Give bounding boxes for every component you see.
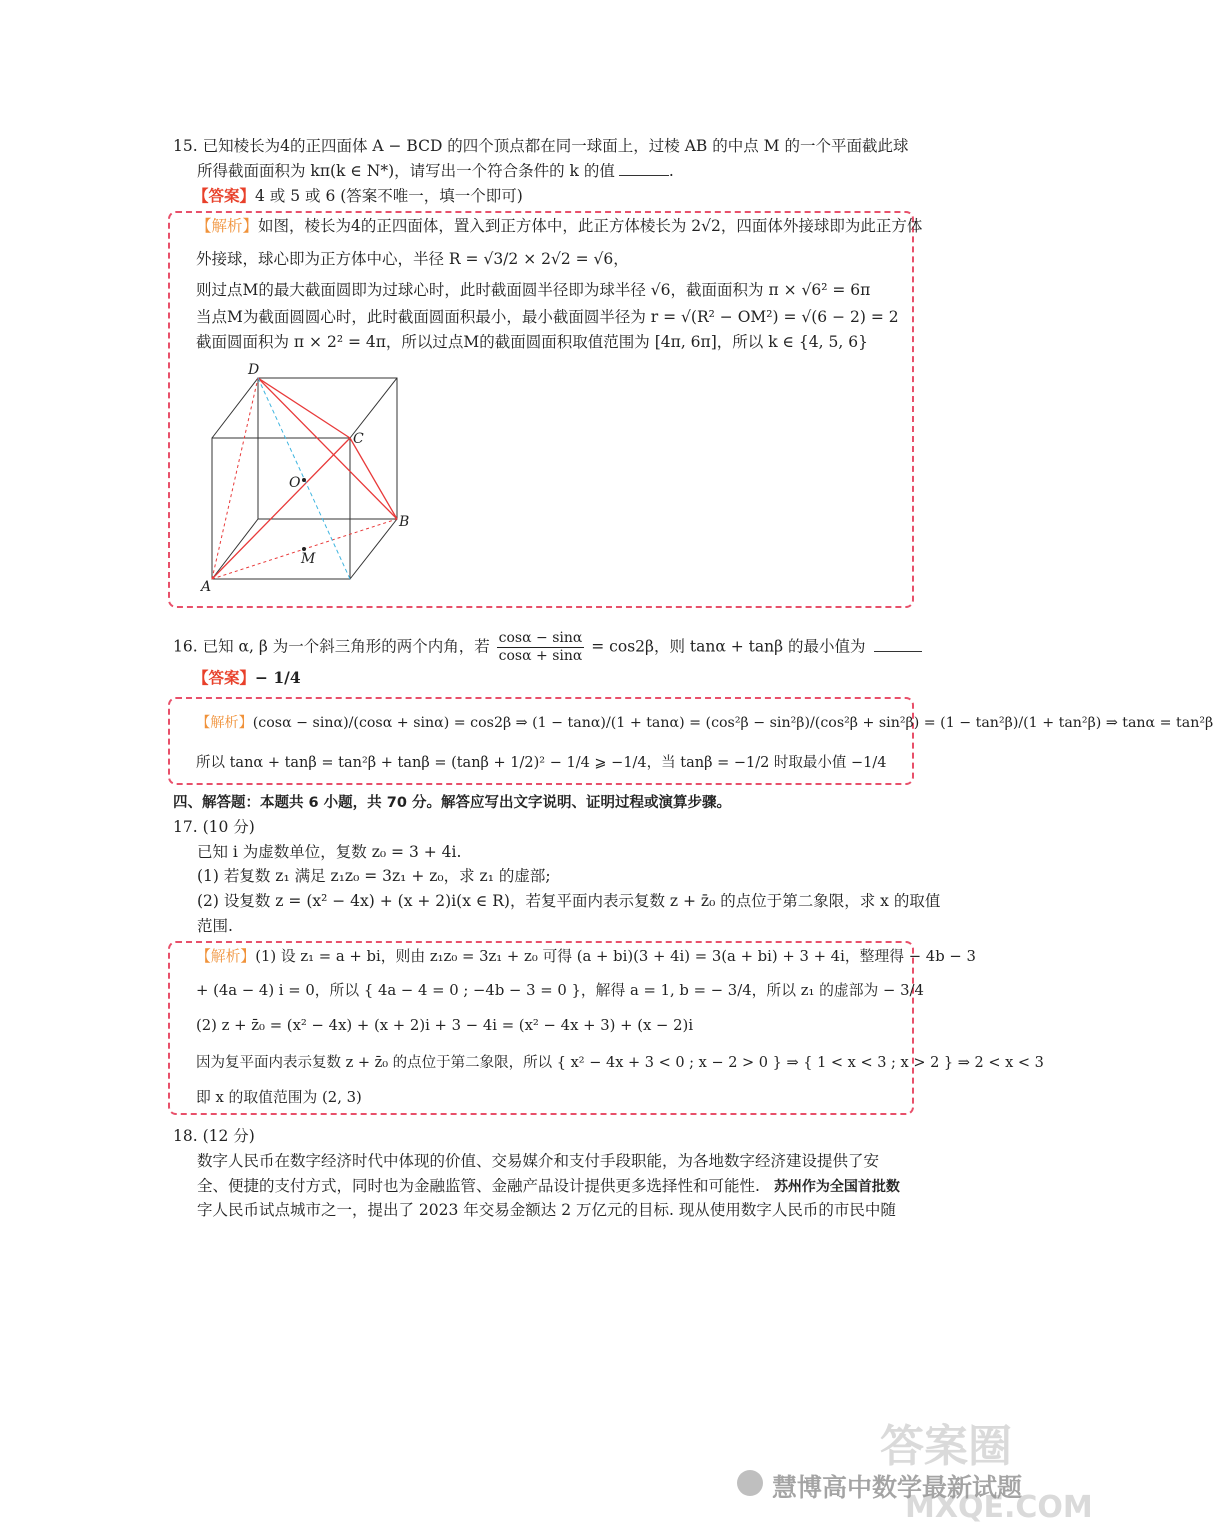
answer-blank [619,161,669,176]
logo-watermark: 答案圈 [880,1421,1012,1472]
q16-fraction [497,630,585,665]
q18-line2-text: 全、便捷的支付方式，同时也为金融监管、金融产品设计提供更多选择性和可能性. [197,1177,760,1195]
section-title: 四、解答题：本题共 6 小题，共 70 分。解答应写出文字说明、证明过程或演算步骤。 [173,795,731,811]
analysis-text: 如图，棱长为4的正四面体，置入到正方体中，此正方体棱长为 2√2，四面体外接球即为此正方体 [258,217,923,235]
wechat-watermark: 慧博高中数学最新试题 [772,1473,1023,1502]
q15-analysis-line4: 当点M为截面圆圆心时，此时截面圆面积最小，最小截面圆半径为 r = √(R² − OM²) = √(6 − 2) = 2 [196,308,899,326]
q17-analysis-line1 [196,946,976,968]
label-B: B [399,514,410,530]
q17-line4: 范围. [197,917,233,935]
analysis-text: (cosα − sinα)/(cosα + sinα) = cos2β ⇒ (1 − tanα)/(1 + tanα) = (cos²β − sin²β)/(cos²β + sin²β) = (1 − tan²β)/(1 + tan²β) ⇒ tanα = tan²β [252,715,1213,731]
q15-line2-text: 所得截面面积为 kπ(k ∈ N*)，请写出一个符合条件的 k 的值 [197,162,615,180]
q18-overlay-text: 苏州作为全国首批数 [773,1179,900,1195]
wechat-icon [737,1470,763,1496]
label-M: M [301,551,316,567]
cube-tetrahedron-figure [195,360,425,600]
answer-text: 4 或 5 或 6 (答案不唯一，填一个即可) [255,187,523,205]
q17-analysis-line4: 因为复平面内表示复数 z + z̄₀ 的点位于第二象限，所以 { x² − 4x + 3 < 0 ; x − 2 > 0 } ⇒ { 1 < x < 3 ; x > 2 } ⇒ 2 < x < 3 [196,1055,1044,1071]
label-A: A [201,579,212,595]
answer-tag: 【答案】 [193,668,256,687]
fraction-denominator: cosα + sinα [498,648,583,664]
q15-line2 [197,160,674,182]
fraction-numerator: cosα − sinα [498,630,583,646]
q16-answer [193,667,301,689]
q16-analysis-line2: 所以 tanα + tanβ = tan²β + tanβ = (tanβ + 1/2)² − 1/4 ⩾ −1/4，当 tanβ = −1/2 时取最小值 −1/4 [196,755,887,771]
q17-line1: 已知 i 为虚数单位，复数 z₀ = 3 + 4i. [197,843,462,861]
q17-analysis-line5: 即 x 的取值范围为 (2, 3) [196,1089,362,1106]
q16-line1-a: 16. 已知 α, β 为一个斜三角形的两个内角，若 [173,637,490,656]
q17-analysis-line3: (2) z + z̄₀ = (x² − 4x) + (x + 2)i + 3 − 4i = (x² − 4x + 3) + (x − 2)i [196,1017,694,1034]
q17-analysis-line2: + (4a − 4) i = 0，所以 { 4a − 4 = 0 ; −4b − 3 = 0 }，解得 a = 1, b = − 3/4，所以 z₁ 的虚部为 − 3/4 [196,982,924,999]
q17-line2: (1) 若复数 z₁ 满足 z₁z₀ = 3z₁ + z₀，求 z₁ 的虚部; [197,867,551,885]
q17-line3: (2) 设复数 z = (x² − 4x) + (x + 2)i(x ∈ R)，若复平面内表示复数 z + z̄₀ 的点位于第二象限，求 x 的取值 [197,892,941,910]
q15-line2-end: . [668,162,674,180]
q18-line3: 字人民币试点城市之一，提出了 2023 年交易金额达 2 万亿元的目标. 现从使用数字人民币的市民中随 [197,1201,896,1219]
q17-head: 17. (10 分) [173,818,255,836]
q15-analysis-line5: 截面圆面积为 π × 2² = 4π，所以过点M的截面圆面积取值范围为 [4π, 6π]，所以 k ∈ {4, 5, 6} [196,333,868,351]
q18-head: 18. (12 分) [173,1127,255,1145]
q15-answer [193,185,523,207]
q16-analysis-line1 [196,712,1213,734]
q16-line1-b: = cos2β，则 tanα + tanβ 的最小值为 [591,637,866,656]
q18-line1: 数字人民币在数字经济时代中体现的价值、交易媒介和支付手段职能，为各地数字经济建设提供了安 [197,1152,880,1170]
site-watermark: MXQE.COM [905,1490,1093,1525]
answer-tag: 【答案】 [193,186,256,205]
analysis-text: (1) 设 z₁ = a + bi，则由 z₁z₀ = 3z₁ + z₀ 可得 (a + bi)(3 + 4i) = 3(a + bi) + 3 + 4i，整理得 − 4b − 3 [255,948,976,965]
q15-analysis-line2: 外接球，球心即为正方体中心，半径 R = √3/2 × 2√2 = √6， [196,250,629,268]
q15-analysis-line3: 则过点M的最大截面圆即为过球心时，此时截面圆半径即为球半径 √6，截面面积为 π × √6² = 6π [196,281,871,299]
answer-text: − 1/4 [255,668,301,687]
q15-analysis-line1 [196,215,922,237]
answer-blank [874,637,922,652]
analysis-tag: 【解析】 [196,217,259,235]
label-C: C [353,431,364,447]
q15-line1: 15. 已知棱长为4的正四面体 A − BCD 的四个顶点都在同一球面上，过棱 AB 的中点 M 的一个平面截此球 [173,137,909,155]
label-O: O [289,475,301,491]
q18-line2 [197,1175,900,1198]
analysis-tag: 【解析】 [196,948,256,965]
analysis-tag: 【解析】 [196,715,253,731]
label-D: D [248,362,260,378]
q16-line1 [173,630,922,665]
